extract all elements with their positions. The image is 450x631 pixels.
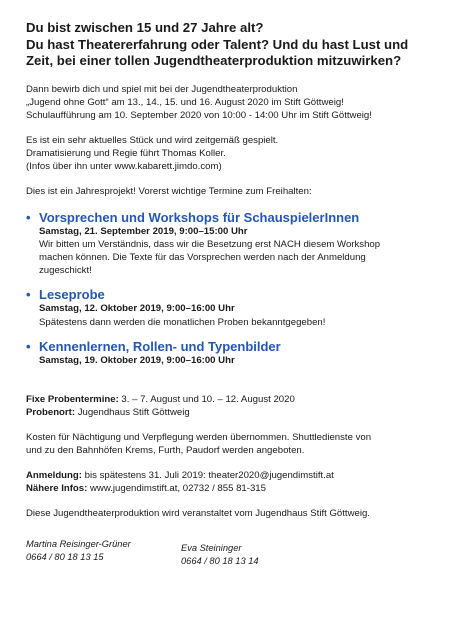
more-info-label: Nähere Infos: xyxy=(26,483,88,494)
headline-line-1: Du bist zwischen 15 und 27 Jahre alt? xyxy=(26,20,264,35)
registration-label: Anmeldung: xyxy=(26,470,82,481)
schedule-paragraph xyxy=(26,393,426,419)
contact-phone: 0664 / 80 18 13 15 xyxy=(26,552,104,562)
section-reading xyxy=(26,287,426,329)
venue-value: Jugendhaus Stift Göttweig xyxy=(75,407,190,418)
section-title: Leseprobe xyxy=(39,287,105,302)
about-line-2: Dramatisierung und Regie führt Thomas Koller. xyxy=(26,147,226,159)
section-date: Samstag, 21. September 2019, 9:00–15:00 Uhr xyxy=(39,225,248,237)
section-body xyxy=(39,238,426,277)
headline-line-3: Zeit, bei einer tollen Jugendtheaterproduktion mitzuwirken? xyxy=(26,53,402,68)
section-title: Kennenlernen, Rollen- und Typenbilder xyxy=(39,338,281,354)
intro-paragraph xyxy=(26,83,426,122)
section-date: Samstag, 12. Oktober 2019, 9:00–16:00 Uhr xyxy=(39,303,235,314)
headline xyxy=(26,20,426,70)
project-note-text: Dies ist ein Jahresprojekt! Vorerst wichtige Termine zum Freihalten: xyxy=(26,185,312,197)
project-note xyxy=(26,185,426,198)
contact-person xyxy=(26,538,181,568)
intro-line-2: „Jugend ohne Gott“ am 13., 14., 15. und 16. August 2020 im Stift Göttweig! xyxy=(26,96,344,108)
contact-name: Martina Reisinger-Grüner xyxy=(26,539,131,549)
bullet-icon: • xyxy=(26,338,31,354)
spacer xyxy=(26,377,426,393)
section-body xyxy=(39,316,426,329)
section-body-line: Spätestens dann werden die monatlichen Proben bekanntgegeben! xyxy=(39,316,326,328)
organizer-paragraph xyxy=(26,507,426,520)
contact-info-paragraph xyxy=(26,469,426,495)
costs-line-1: Kosten für Nächtigung und Verpflegung werden übernommen. Shuttledienste von xyxy=(26,432,372,443)
intro-line-3: Schulaufführung am 10. September 2020 von 10:00 - 14:00 Uhr im Stift Göttweig! xyxy=(26,109,372,121)
about-line-3: (Infos über ihn unter www.kabarett.jimdo.com) xyxy=(26,160,222,172)
section-body-line: machen können. Die Texte für das Vorsprechen werden nach der Anmeldung xyxy=(39,252,366,263)
contact-phone: 0664 / 80 18 13 14 xyxy=(181,556,259,566)
section-date: Samstag, 19. Oktober 2019, 9:00–16:00 Uhr xyxy=(39,354,235,366)
fixed-dates-value: 3. – 7. August und 10. – 12. August 2020 xyxy=(118,394,295,405)
section-title: Vorsprechen und Workshops für SchauspielerInnen xyxy=(39,209,360,225)
section-body-line: Wir bitten um Verständnis, dass wir die Besetzung erst NACH diesem Workshop xyxy=(39,239,381,250)
about-line-1: Es ist ein sehr aktuelles Stück und wird zeitgemäß gespielt. xyxy=(26,134,279,146)
bullet-icon: • xyxy=(26,287,31,302)
registration-value: bis spätestens 31. Juli 2019: theater2020@jugendimstift.at xyxy=(81,470,334,481)
intro-line-1: Dann bewirb dich und spiel mit bei der Jugendtheaterproduktion xyxy=(26,83,298,95)
costs-line-2: und zu den Bahnhöfen Krems, Furth, Paudorf werden angeboten. xyxy=(26,445,305,456)
section-roles xyxy=(26,339,426,368)
headline-line-2: Du hast Theatererfahrung oder Talent? Und du hast Lust und xyxy=(26,36,409,52)
contact-name: Eva Steininger xyxy=(181,543,242,553)
section-auditions xyxy=(26,210,426,278)
venue xyxy=(26,406,426,419)
contacts xyxy=(26,538,426,568)
contact-person xyxy=(181,542,259,568)
venue-label: Probenort: xyxy=(26,407,76,418)
costs-paragraph xyxy=(26,431,426,457)
registration xyxy=(26,469,426,482)
bullet-icon: • xyxy=(26,209,31,225)
organizer-text: Diese Jugendtheaterproduktion wird veranstaltet vom Jugendhaus Stift Göttweig. xyxy=(26,508,370,519)
fixed-dates-label: Fixe Probentermine: xyxy=(26,394,119,405)
more-info xyxy=(26,482,426,495)
section-body-line: zugeschickt! xyxy=(39,265,92,276)
more-info-value: www.jugendimstift.at, 02732 / 855 81-315 xyxy=(87,483,266,494)
about-paragraph xyxy=(26,134,426,173)
fixed-dates xyxy=(26,393,426,406)
